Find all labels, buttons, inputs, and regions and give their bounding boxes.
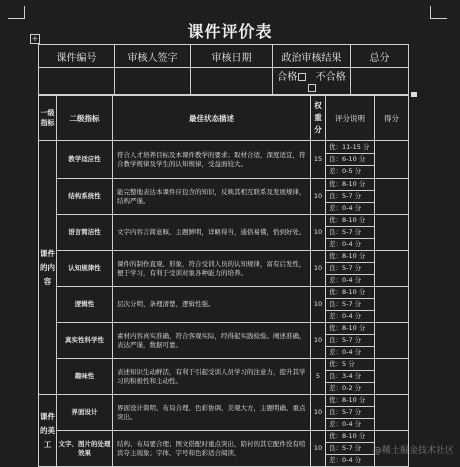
- grade-poor: 差：0-4 分: [329, 348, 362, 356]
- grade-good: 良：6-10 分: [326, 154, 374, 166]
- grade-poor: 差：0-4 分: [329, 276, 362, 284]
- indicator-name: 界面设计: [57, 395, 113, 431]
- col-header-level2: 二级指标: [57, 96, 113, 141]
- grade-good: 良：3-4 分: [326, 371, 374, 383]
- grade-good: 良：5-7 分: [326, 443, 374, 455]
- col-header-level1: 一级指标: [39, 96, 57, 141]
- grade-good: 良：5-7 分: [326, 407, 374, 419]
- indicator-weight: 5: [311, 359, 326, 395]
- grade-poor: 差：0-5 分: [329, 167, 362, 175]
- indicator-description: 结构、布局要合理；图文搭配时重点突出，陪衬的其它配件没有喧宾夺主现象；字体、字号和色彩适合阅读，: [113, 431, 311, 467]
- header-cell-total-score: 总分: [351, 45, 409, 68]
- checkbox-fail[interactable]: [308, 84, 316, 92]
- indicator-weight: 10: [311, 251, 326, 287]
- col-header-description: 最佳状态描述: [113, 96, 311, 141]
- indicator-name: 教学适应性: [57, 141, 113, 179]
- indicator-name: 真实性科学性: [57, 323, 113, 359]
- evaluation-table: [38, 95, 409, 467]
- grade-poor: 差：0-4 分: [329, 312, 362, 320]
- indicator-name: 语言简洁性: [57, 215, 113, 251]
- indicator-description: 界面设计简明、布局合理、色彩协调、美观大方，主题明确、重点突出。: [113, 395, 311, 431]
- crop-mark-top-right: [430, 6, 447, 19]
- grading-list: [326, 251, 375, 287]
- section-label-design: 课件的美工: [39, 395, 57, 467]
- indicator-weight: 10: [311, 431, 326, 467]
- watermark: @稀土掘金技术社区: [372, 446, 454, 456]
- score-input-cell[interactable]: [375, 359, 409, 395]
- indicator-weight: 10: [311, 179, 326, 215]
- grade-excellent: 优：8-10 分: [326, 287, 374, 299]
- indicator-description: 能完整地表达本课件应包含的知识，反映其相互联系及发展规律，结构严谨。: [113, 179, 311, 215]
- input-cell-total-score[interactable]: [351, 68, 409, 95]
- grade-excellent: 优：8-10 分: [326, 431, 374, 443]
- indicator-name: 认知规律性: [57, 251, 113, 287]
- table-end-marker: [411, 92, 417, 97]
- grade-excellent: 优：8-10 分: [326, 179, 374, 191]
- header-cell-political-review: 政治审核结果: [273, 45, 351, 68]
- option-fail: 不合格: [315, 72, 346, 83]
- indicator-name: 文字、图片的处理效果: [57, 431, 113, 467]
- grade-good: 良：5-7 分: [326, 191, 374, 203]
- input-cell-reviewer[interactable]: [115, 68, 191, 95]
- grade-good: 良：5-7 分: [326, 227, 374, 239]
- col-header-score: 得分: [375, 96, 409, 141]
- table-move-handle-icon[interactable]: +: [31, 34, 39, 43]
- checkbox-pass[interactable]: [298, 73, 306, 81]
- score-input-cell[interactable]: [375, 287, 409, 323]
- grade-excellent: 优：8-10 分: [326, 395, 374, 407]
- indicator-weight: 10: [311, 395, 326, 431]
- indicator-weight: 10: [311, 323, 326, 359]
- score-input-cell[interactable]: [375, 251, 409, 287]
- grade-excellent: 优：8-10 分: [326, 215, 374, 227]
- score-input-cell[interactable]: [375, 323, 409, 359]
- section-label-content: 课件的内容: [39, 141, 57, 395]
- grade-good: 良：5-7 分: [326, 335, 374, 347]
- indicator-description: 层次分明、条理清楚、逻辑性强。: [113, 287, 311, 323]
- grade-poor: 差：0-2 分: [329, 384, 362, 392]
- grading-list: [326, 431, 375, 467]
- grade-good: 良：5-7 分: [326, 263, 374, 275]
- header-cell-review-date: 审核日期: [191, 45, 273, 68]
- indicator-name: 趣味性: [57, 359, 113, 395]
- grading-list: [326, 359, 375, 395]
- grade-excellent: 优：5 分: [326, 359, 374, 371]
- score-input-cell[interactable]: [375, 395, 409, 431]
- grade-poor: 差：0-4 分: [329, 420, 362, 428]
- input-cell-review-date[interactable]: [191, 68, 273, 95]
- grade-excellent: 优：8-10 分: [326, 323, 374, 335]
- grade-poor: 差：0-4 分: [329, 456, 362, 464]
- grading-list: [326, 215, 375, 251]
- grading-list: [326, 395, 375, 431]
- indicator-description: 符合人才培养目标及本课件教学的要求；取材合适，深度适宜，符合教学规律及学生的认知规律，受益面较大。: [113, 141, 311, 179]
- col-header-weight: 权重分: [311, 96, 326, 141]
- crop-mark-top-left: [8, 6, 25, 19]
- grade-excellent: 优：8-10 分: [326, 251, 374, 263]
- input-cell-course-id[interactable]: [39, 68, 115, 95]
- indicator-name: 结构系统性: [57, 179, 113, 215]
- course-info-table: [38, 44, 409, 95]
- grade-good: 良：5-7 分: [326, 299, 374, 311]
- grading-list: [326, 323, 375, 359]
- indicator-weight: 10: [311, 215, 326, 251]
- score-input-cell[interactable]: [375, 179, 409, 215]
- indicator-name: 逻辑性: [57, 287, 113, 323]
- indicator-description: 课件的制作直观、形象，符合受训人员的认知规律，富有启发性，便于学习，有利于受训对象各种能力的培养。: [113, 251, 311, 287]
- political-review-options: [273, 68, 351, 95]
- indicator-description: 素材内容真实准确，符合客观实际，经得起实践检验。阐述准确，表达严谨，数据可靠。: [113, 323, 311, 359]
- document-title: 课件评价表: [187, 22, 273, 41]
- header-cell-course-id: 课件编号: [39, 45, 115, 68]
- score-input-cell[interactable]: [375, 215, 409, 251]
- grade-poor: 差：0-4 分: [329, 204, 362, 212]
- grading-list: [326, 179, 375, 215]
- grading-list: [326, 287, 375, 323]
- indicator-weight: 15: [311, 141, 326, 179]
- option-pass: 合格: [277, 72, 298, 83]
- grade-poor: 差：0-4 分: [329, 240, 362, 248]
- col-header-grading: 评分说明: [326, 96, 375, 141]
- indicator-description: 文字内容言简意赅、主题鲜明，详略得当，通俗易懂，恰到好处。: [113, 215, 311, 251]
- indicator-weight: 10: [311, 287, 326, 323]
- grading-list: [326, 141, 375, 179]
- grade-excellent: 优：11-15 分: [326, 142, 374, 154]
- score-input-cell[interactable]: [375, 141, 409, 179]
- header-cell-reviewer: 审核人签字: [115, 45, 191, 68]
- indicator-description: 表述知识生动鲜活，有利于引起受训人员学习的注意力，提升其学习的积极性和主动性。: [113, 359, 311, 395]
